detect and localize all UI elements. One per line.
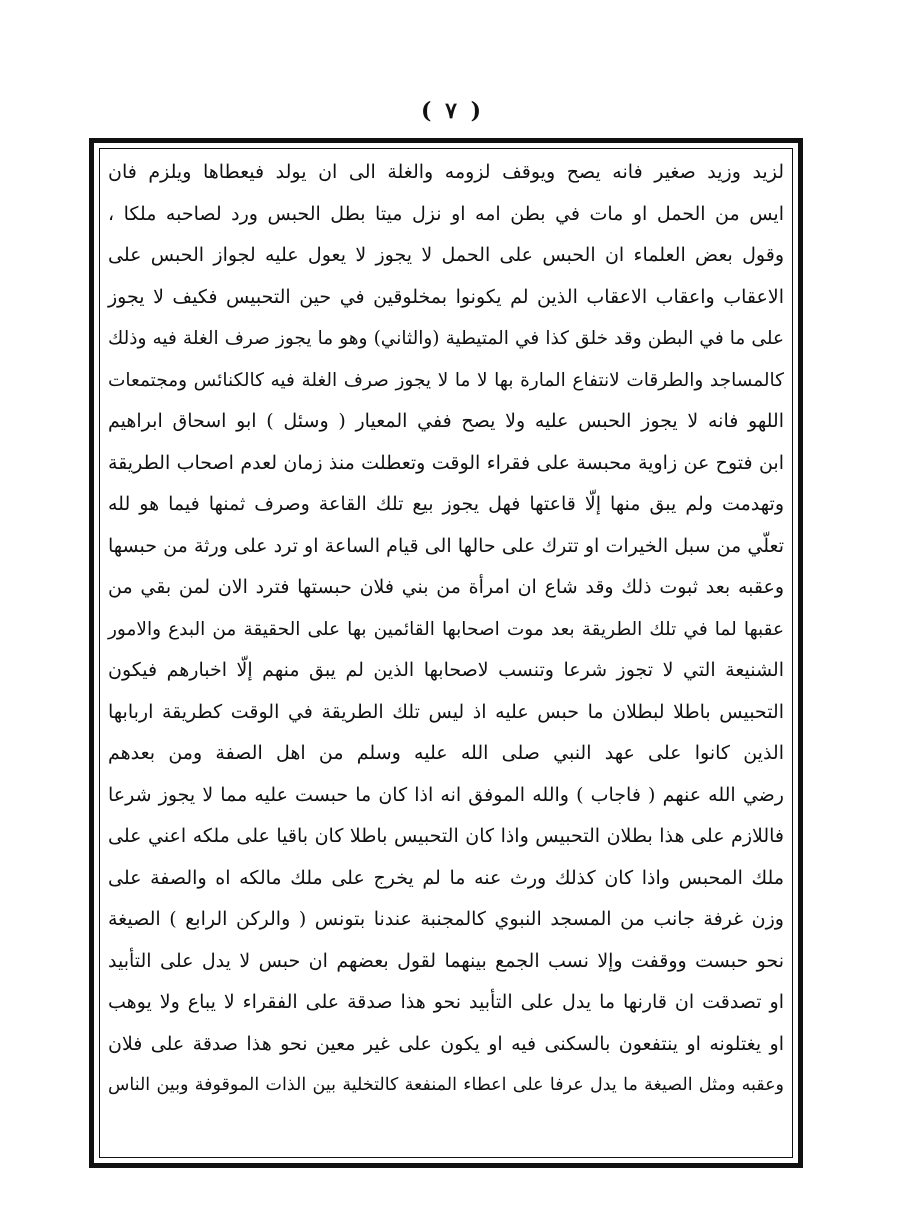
text-line: عقبها لما في تلك الطريقة بعد موت اصحابها القائمين بها على الحقيقة من البدع والامور bbox=[108, 618, 784, 640]
text-line: لزيد وزيد صغير فانه يصح ويوقف لزومه والغلة الى ان يولد فيعطاها ويلزم فان bbox=[108, 161, 784, 183]
text-line: وعقبه بعد ثبوت ذلك وقد شاع ان امرأة من بني فلان حبستها فترد الان لمن بقي من bbox=[108, 576, 784, 598]
left-ornament: ( bbox=[470, 98, 481, 124]
text-line: ملك المحبس واذا كان كذلك ورث عنه ما لم يخرج على ملك مالكه اه والصفة على bbox=[108, 866, 784, 889]
text-line: الشنيعة التي لا تجوز شرعا وتنسب لاصحابها الذين لم يبق منهم إلّا اخبارهم فيكون bbox=[108, 659, 784, 681]
text-line: نحو حبست ووقفت وإلا نسب الجمع بينهما لقول بعضهم ان حبس لا يدل على التأبيد bbox=[108, 949, 784, 972]
body-text bbox=[104, 152, 788, 1154]
text-line: ايس من الحمل او مات في بطن امه او نزل ميتا بطل الحبس ورد لصاحبه ملكا ، bbox=[108, 202, 784, 225]
right-ornament: ) bbox=[420, 98, 432, 124]
text-line: تعلّي من سبل الخيرات او تترك على حالها الى قيام الساعة او ترد على ورثة من حبسها bbox=[108, 534, 784, 557]
text-line: التحبيس باطلا لبطلان ما حبس عليه اذ ليس تلك الطريقة في الوقت كطريقة اربابها bbox=[108, 700, 784, 723]
text-line: وعقبه ومثل الصيغة ما يدل عرفا على اعطاء المنفعة كالتخلية بين الذات الموقوفة وبين الناس bbox=[108, 1075, 784, 1095]
text-line: وزن غرفة جانب من المسجد النبوي كالمجنبة عندنا بتونس ( والركن الرابع ) الصيغة bbox=[108, 908, 784, 930]
page-number: ٧ bbox=[445, 98, 457, 124]
page-number-header bbox=[0, 96, 902, 126]
text-line: ابن فتوح عن زاوية محبسة على فقراء الوقت وتعطلت منذ زمان لعدم اصحاب الطريقة bbox=[108, 451, 784, 474]
text-line: كالمساجد والطرقات لانتفاع المارة بها لا ما لا يجوز صرف الغلة فيه كالكنائس ومجتمعات bbox=[108, 369, 784, 391]
text-line: رضي الله عنهم ( فاجاب ) والله الموفق انه اذا كان ما حبست عليه مما لا يجوز شرعا bbox=[108, 783, 784, 806]
text-line: وتهدمت ولم يبق منها إلّا قاعتها فهل يجوز بيع تلك القاعة وصرف ثمنها فيما هو لله bbox=[108, 493, 784, 515]
text-line: على ما في البطن وقد خلق كذا في المتيطية (والثاني) وهو ما يجوز صرف الغلة فيه وذلك bbox=[108, 328, 784, 349]
text-line: وقول بعض العلماء ان الحبس على الحمل لا يجوز لا يعول عليه لجواز الحبس على bbox=[108, 244, 784, 266]
text-line: فاللازم على هذا بطلان التحبيس واذا كان التحبيس باطلا كان باقيا على ملكه اعني على bbox=[108, 825, 784, 847]
text-line: الذين كانوا على عهد النبي صلى الله عليه وسلم من اهل الصفة ومن بعدهم bbox=[108, 742, 784, 764]
text-line: اللهو فانه لا يجوز الحبس عليه ولا يصح ففي المعيار ( وسئل ) ابو اسحاق ابراهيم bbox=[108, 410, 784, 432]
text-line: او تصدقت ان قارنها ما يدل على التأبيد نحو هذا صدقة على الفقراء لا يباع ولا يوهب bbox=[108, 991, 784, 1013]
text-line: الاعقاب واعقاب الاعقاب الذين لم يكونوا بمخلوقين في حين التحبيس فكيف لا يجوز bbox=[108, 285, 784, 308]
text-line: او يغتلونه او ينتفعون بالسكنى فيه او يكون على غير معين نحو هذا صدقة على فلان bbox=[108, 1032, 784, 1055]
